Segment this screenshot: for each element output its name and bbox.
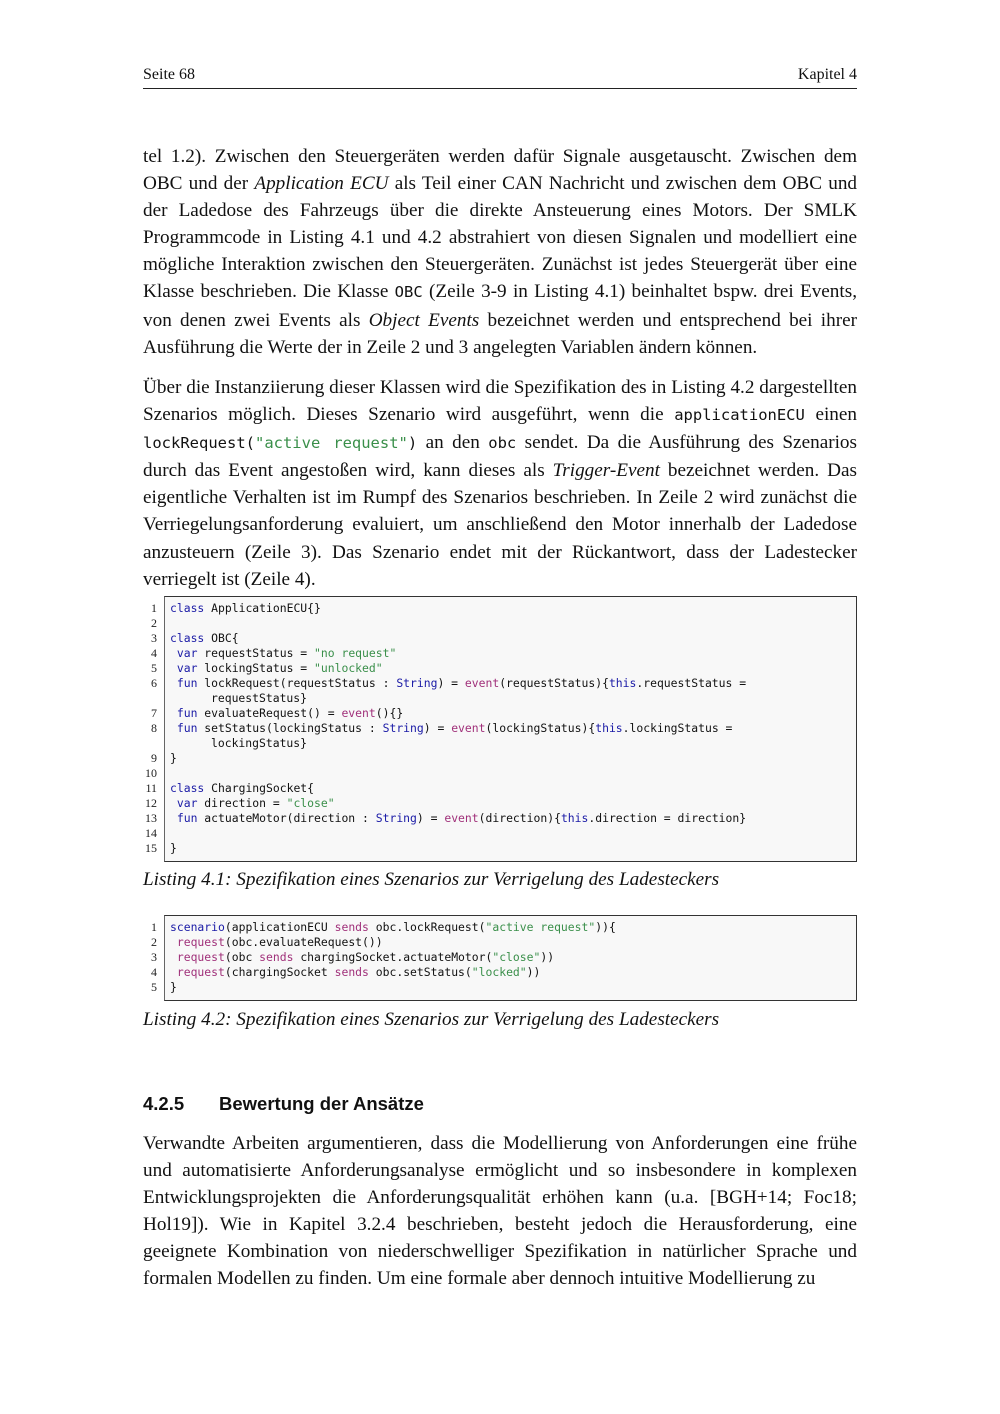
code-line: 1 scenario(applicationECU sends obc.lockRequest("active request")){ [151, 920, 616, 934]
listing-1-caption: Listing 4.1: Spezifikation eines Szenarios zur Verrigelung des Ladesteckers [143, 869, 720, 890]
code-line: 9 } [151, 751, 177, 765]
code-line: 8 fun setStatus(lockingStatus : String) = event(lockingStatus){this.lockingStatus = [151, 721, 733, 735]
code-line: 6 fun lockRequest(requestStatus : String) = event(requestStatus){this.requestStatus = [151, 676, 747, 690]
code-line: 15 } [145, 841, 177, 855]
code-line: 5 var lockingStatus = "unlocked" [151, 661, 383, 675]
page-number: Seite 68 [143, 66, 195, 83]
code-listing-2 [151, 915, 857, 1001]
code-line: 2 request(obc.evaluateRequest()) [151, 935, 383, 949]
paragraph-3: Verwandte Arbeiten argumentieren, dass die Modellierung von Anforderungen eine frühe und automatisierte Anforderungsanalyse ermöglicht und so insbesondere in komplexen Entwicklungsprojekten die Anforderungsqualität erhöhen kann (u.a. [BGH+14; Foc18; Hol19]). Wie in Kapitel 3.2.4 beschrieben, besteht jedoch die Herausforderung, eine geeignete Kombination von niederschwelliger Spezifikation in natürlicher Sprache und formalen Modellen zu finden. Um eine formale aber dennoch intuitive Modellierung zu [143, 1133, 857, 1290]
code-listing-1 [145, 596, 857, 862]
code-line: 13 fun actuateMotor(direction : String) = event(direction){this.direction = direction} [145, 811, 747, 825]
code-line: 10 [145, 766, 157, 780]
code-line: 11 class ChargingSocket{ [145, 781, 315, 795]
chapter-label: Kapitel 4 [797, 66, 857, 83]
code-line: 1 class ApplicationECU{} [151, 601, 321, 615]
paragraph-2: Über die Instanziierung dieser Klassen wird die Spezifikation des in Listing 4.2 dargestellten Szenarios möglich. Dieses Szenario wird ausgeführt, wenn die applicationECU einen lockRequest("active request") an den obc sendet. Da die Ausführung des Szenarios durch das Event angestoßen wird, kann dieses als Trigger-Event bezeichnet werden. Das eigentliche Verhalten ist im Rumpf des Szenarios beschrieben. In Zeile 2 wird zunächst die Verriegelungsanforderung evaluiert, um anschließend den Motor innerhalb der Ladedose anzusteuern (Zeile 3). Das Szenario endet mit der Rückantwort, dass der Ladestecker verriegelt ist (Zeile 4). [143, 377, 857, 590]
code-line: 4 request(chargingSocket sends obc.setStatus("locked")) [151, 965, 541, 979]
listing-2-caption: Listing 4.2: Spezifikation eines Szenarios zur Verrigelung des Ladesteckers [143, 1009, 720, 1030]
code-line: 12 var direction = "close" [145, 796, 335, 810]
code-line: 3 class OBC{ [151, 631, 239, 645]
code-line: 2 [151, 616, 157, 630]
section-title: Bewertung der Ansätze [219, 1093, 424, 1114]
code-line: 5 } [151, 980, 177, 994]
section-number: 4.2.5 [143, 1093, 185, 1114]
section-heading [143, 1093, 857, 1115]
page-header [143, 64, 857, 89]
code-line: 3 request(obc sends chargingSocket.actuateMotor("close")) [151, 950, 555, 964]
code-line: 14 [145, 826, 157, 840]
code-line: 4 var requestStatus = "no request" [151, 646, 397, 660]
code-line: 7 fun evaluateRequest() = event(){} [151, 706, 404, 720]
code-line-continuation: requestStatus} [211, 691, 308, 705]
paragraph-1: tel 1.2). Zwischen den Steuergeräten werden dafür Signale ausgetauscht. Zwischen dem OBC und der Application ECU als Teil einer CAN Nachricht und zwischen dem OBC und der Ladedose des Fahrzeugs über die direkte Ansteuerung eines Motors. Der SMLK Programmcode in Listing 4.1 und 4.2 abstrahiert von diesen Signalen und modelliert eine mögliche Interaktion zwischen den Steuergeräten. Zunächst ist jedes Steuergerät über eine Klasse beschrieben. Die Klasse OBC (Zeile 3-9 in Listing 4.1) beinhaltet bspw. drei Events, von denen zwei Events als Object Events bezeichnet werden und entsprechend bei ihrer Ausführung die Werte der in Zeile 2 und 3 angelegten Variablen ändern können. [143, 146, 858, 358]
code-line-continuation: lockingStatus} [211, 736, 308, 750]
